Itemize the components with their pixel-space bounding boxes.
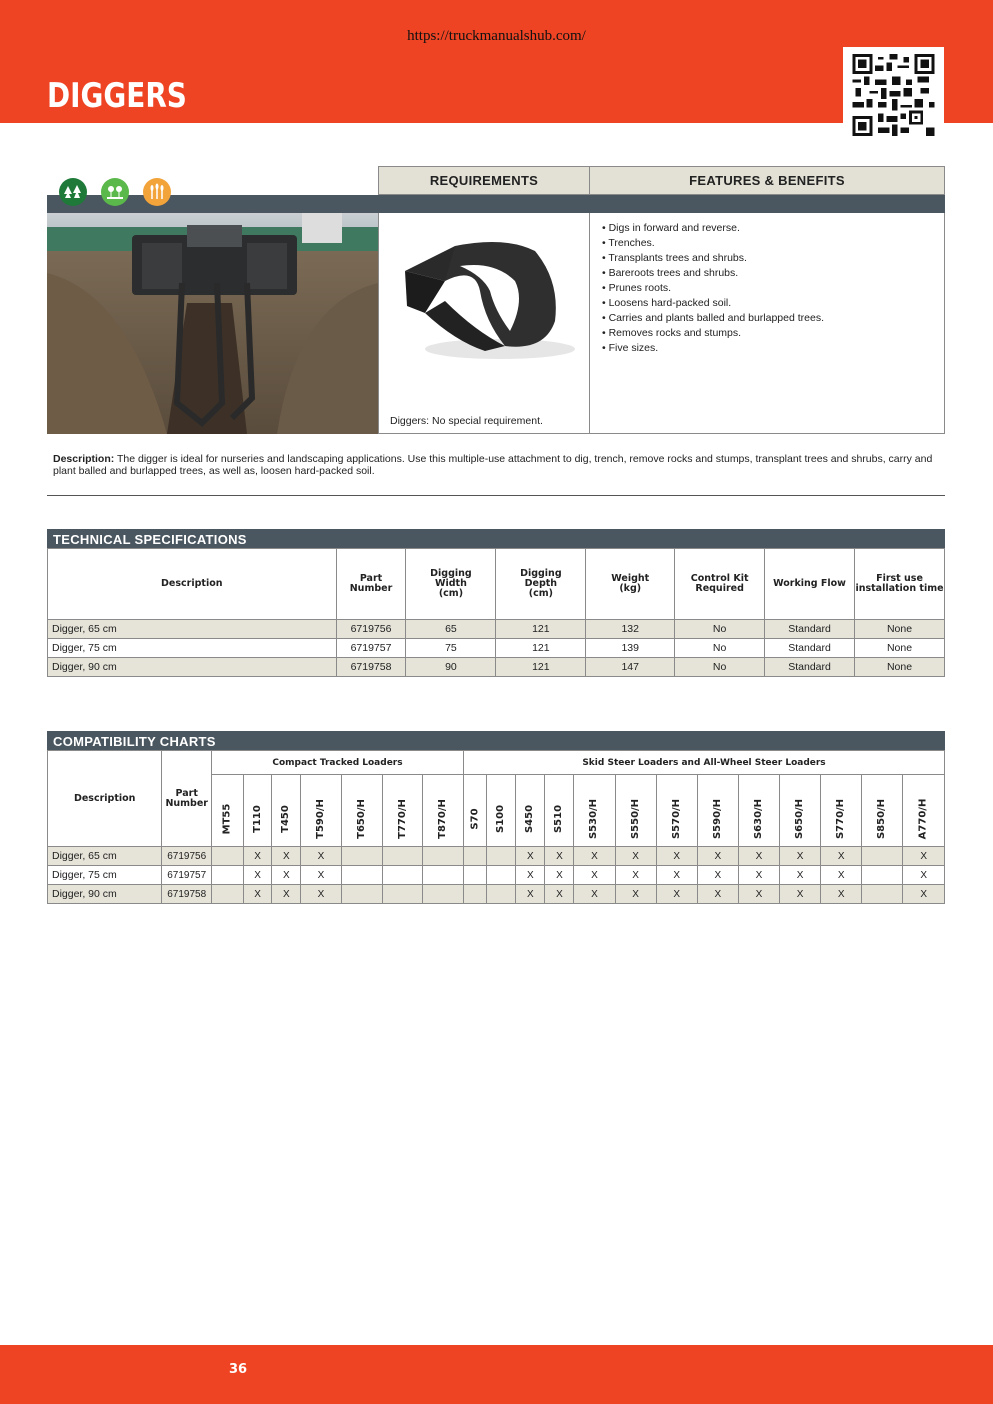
- spec-cell: No: [675, 639, 765, 658]
- table-row: [48, 847, 945, 866]
- feature-item: • Removes rocks and stumps.: [602, 326, 932, 341]
- compat-mark-cell: X: [574, 847, 615, 866]
- spec-cell: Digger, 90 cm: [48, 658, 337, 677]
- feature-item: • Five sizes.: [602, 341, 932, 356]
- agriculture-icon: [143, 178, 171, 206]
- compat-mark-cell: [212, 885, 244, 904]
- model-header: T110: [243, 775, 272, 847]
- compat-mark-cell: X: [821, 847, 862, 866]
- compat-mark-cell: X: [545, 847, 574, 866]
- tech-specs-table: [47, 548, 945, 677]
- spec-cell: 121: [496, 639, 586, 658]
- compat-mark-cell: X: [615, 847, 656, 866]
- compat-mark-cell: [382, 885, 423, 904]
- feature-item: • Digs in forward and reverse.: [602, 221, 932, 236]
- compat-desc-cell: Digger, 75 cm: [48, 866, 162, 885]
- spec-cell: None: [855, 658, 945, 677]
- compat-mark-cell: [862, 847, 903, 866]
- table-row: [48, 866, 945, 885]
- compat-mark-cell: [487, 885, 516, 904]
- spec-cell: Standard: [765, 620, 855, 639]
- spec-cell: Digger, 65 cm: [48, 620, 337, 639]
- feature-item: • Prunes roots.: [602, 281, 932, 296]
- table-row: [48, 620, 945, 639]
- model-header: S450: [516, 775, 545, 847]
- compat-mark-cell: [382, 866, 423, 885]
- compat-mark-cell: [862, 866, 903, 885]
- compat-mark-cell: X: [574, 866, 615, 885]
- compat-mark-cell: [487, 847, 516, 866]
- spec-cell: 147: [586, 658, 675, 677]
- spec-col-header: Control Kit Required: [675, 549, 765, 620]
- page-number: 36: [229, 1362, 248, 1377]
- compat-mark-cell: X: [272, 847, 301, 866]
- spec-cell: No: [675, 620, 765, 639]
- model-header: S530/H: [574, 775, 615, 847]
- tech-specs-title: TECHNICAL SPECIFICATIONS: [47, 529, 945, 548]
- spec-cell: 132: [586, 620, 675, 639]
- source-url[interactable]: https://truckmanualshub.com/: [407, 28, 586, 44]
- skid-steer-group-header: Skid Steer Loaders and All-Wheel Steer Loaders: [464, 751, 945, 775]
- compat-mark-cell: [423, 885, 464, 904]
- compat-part-cell: 6719757: [162, 866, 212, 885]
- application-icons: [59, 178, 171, 206]
- compat-mark-cell: X: [545, 866, 574, 885]
- spec-cell: 121: [496, 620, 586, 639]
- compat-mark-cell: [212, 866, 244, 885]
- compat-mark-cell: X: [738, 866, 779, 885]
- model-header: S100: [487, 775, 516, 847]
- model-header: S770/H: [821, 775, 862, 847]
- model-header: T770/H: [382, 775, 423, 847]
- spec-cell: Digger, 75 cm: [48, 639, 337, 658]
- overview-block: [47, 166, 945, 434]
- model-header: T450: [272, 775, 301, 847]
- compat-mark-cell: [487, 866, 516, 885]
- features-cell: [590, 213, 945, 434]
- model-header: T590/H: [301, 775, 342, 847]
- spec-cell: 139: [586, 639, 675, 658]
- model-header: S850/H: [862, 775, 903, 847]
- compat-mark-cell: X: [516, 885, 545, 904]
- requirements-text: Diggers: No special requirement.: [390, 415, 543, 427]
- divider: [47, 495, 945, 496]
- spec-col-header: First use installation time: [855, 549, 945, 620]
- compat-mark-cell: X: [821, 885, 862, 904]
- spec-cell: 6719756: [336, 620, 406, 639]
- requirements-header: REQUIREMENTS: [378, 166, 590, 195]
- landscaping-icon: [101, 178, 129, 206]
- model-header: S650/H: [780, 775, 821, 847]
- compat-mark-cell: [212, 847, 244, 866]
- description-label: Description:: [53, 453, 115, 465]
- compat-mark-cell: X: [780, 847, 821, 866]
- compat-mark-cell: X: [272, 866, 301, 885]
- spec-cell: None: [855, 620, 945, 639]
- compat-mark-cell: X: [697, 885, 738, 904]
- compat-desc-cell: Digger, 90 cm: [48, 885, 162, 904]
- compat-mark-cell: X: [516, 847, 545, 866]
- model-header: S550/H: [615, 775, 656, 847]
- feature-item: • Transplants trees and shrubs.: [602, 251, 932, 266]
- spec-col-header: Digging Depth (cm): [496, 549, 586, 620]
- compat-mark-cell: [382, 847, 423, 866]
- spec-cell: 90: [406, 658, 496, 677]
- compat-mark-cell: X: [243, 866, 272, 885]
- table-row: [48, 658, 945, 677]
- spec-cell: 65: [406, 620, 496, 639]
- model-header: T650/H: [341, 775, 382, 847]
- spec-col-header: Part Number: [336, 549, 406, 620]
- spec-cell: Standard: [765, 658, 855, 677]
- model-header: S630/H: [738, 775, 779, 847]
- model-header: S590/H: [697, 775, 738, 847]
- model-header: S510: [545, 775, 574, 847]
- model-header: T870/H: [423, 775, 464, 847]
- compat-mark-cell: [341, 847, 382, 866]
- spec-cell: 6719757: [336, 639, 406, 658]
- compat-mark-cell: [862, 885, 903, 904]
- compact-tracked-group-header: Compact Tracked Loaders: [212, 751, 464, 775]
- compat-mark-cell: X: [615, 885, 656, 904]
- description-paragraph: [53, 453, 945, 477]
- qr-code: [843, 47, 944, 143]
- compat-desc-header: Description: [48, 751, 162, 847]
- compat-mark-cell: X: [697, 847, 738, 866]
- compat-desc-cell: Digger, 65 cm: [48, 847, 162, 866]
- compat-part-header: Part Number: [162, 751, 212, 847]
- compat-mark-cell: X: [821, 866, 862, 885]
- compat-mark-cell: X: [903, 847, 945, 866]
- compat-mark-cell: X: [545, 885, 574, 904]
- compat-mark-cell: X: [656, 866, 697, 885]
- model-header: MT55: [212, 775, 244, 847]
- model-header: A770/H: [903, 775, 945, 847]
- requirements-cell: [378, 213, 590, 434]
- table-row: [48, 885, 945, 904]
- compat-mark-cell: X: [301, 866, 342, 885]
- compat-mark-cell: [341, 885, 382, 904]
- description-text: The digger is ideal for nurseries and landscaping applications. Use this multiple-use attachment to dig, trench, remove rocks and stumps, transplant trees and shrubs, carry and plant balled and burlapped trees, as well as, loosen hard-packed soil.: [53, 453, 933, 477]
- compat-mark-cell: X: [301, 847, 342, 866]
- spec-cell: 121: [496, 658, 586, 677]
- compat-mark-cell: [423, 866, 464, 885]
- spec-cell: 6719758: [336, 658, 406, 677]
- page-title: DIGGERS: [47, 76, 187, 116]
- compat-mark-cell: X: [780, 866, 821, 885]
- features-list: [602, 221, 932, 356]
- compat-part-cell: 6719756: [162, 847, 212, 866]
- compat-mark-cell: X: [656, 847, 697, 866]
- compat-mark-cell: X: [243, 847, 272, 866]
- qr-code-icon: [851, 54, 936, 136]
- compat-mark-cell: [464, 866, 487, 885]
- spec-cell: Standard: [765, 639, 855, 658]
- spec-col-header: Weight (kg): [586, 549, 675, 620]
- compat-mark-cell: X: [738, 847, 779, 866]
- compat-mark-cell: X: [243, 885, 272, 904]
- spec-col-header: Digging Width (cm): [406, 549, 496, 620]
- compat-mark-cell: X: [903, 866, 945, 885]
- feature-item: • Trenches.: [602, 236, 932, 251]
- model-header: S70: [464, 775, 487, 847]
- compat-mark-cell: X: [738, 885, 779, 904]
- compat-mark-cell: [423, 847, 464, 866]
- digger-attachment-image: [385, 221, 585, 371]
- page-footer-band: [0, 1345, 993, 1404]
- compat-mark-cell: X: [903, 885, 945, 904]
- section-bar: [47, 195, 945, 213]
- feature-item: • Bareroots trees and shrubs.: [602, 266, 932, 281]
- compat-title: COMPATIBILITY CHARTS: [47, 731, 945, 750]
- compat-mark-cell: [341, 866, 382, 885]
- compat-mark-cell: X: [780, 885, 821, 904]
- compat-mark-cell: X: [697, 866, 738, 885]
- digger-in-field-photo: [47, 213, 378, 434]
- feature-item: • Loosens hard-packed soil.: [602, 296, 932, 311]
- spec-col-header: Description: [48, 549, 337, 620]
- compat-mark-cell: X: [615, 866, 656, 885]
- compat-mark-cell: [464, 847, 487, 866]
- feature-item: • Carries and plants balled and burlapped trees.: [602, 311, 932, 326]
- spec-cell: None: [855, 639, 945, 658]
- spec-cell: 75: [406, 639, 496, 658]
- compat-mark-cell: [464, 885, 487, 904]
- table-row: [48, 639, 945, 658]
- compat-mark-cell: X: [656, 885, 697, 904]
- compat-mark-cell: X: [272, 885, 301, 904]
- model-header: S570/H: [656, 775, 697, 847]
- forestry-icon: [59, 178, 87, 206]
- features-header: FEATURES & BENEFITS: [590, 166, 945, 195]
- compat-mark-cell: X: [301, 885, 342, 904]
- compat-table: [47, 750, 945, 904]
- spec-cell: No: [675, 658, 765, 677]
- compat-mark-cell: X: [516, 866, 545, 885]
- spec-col-header: Working Flow: [765, 549, 855, 620]
- compat-mark-cell: X: [574, 885, 615, 904]
- compat-part-cell: 6719758: [162, 885, 212, 904]
